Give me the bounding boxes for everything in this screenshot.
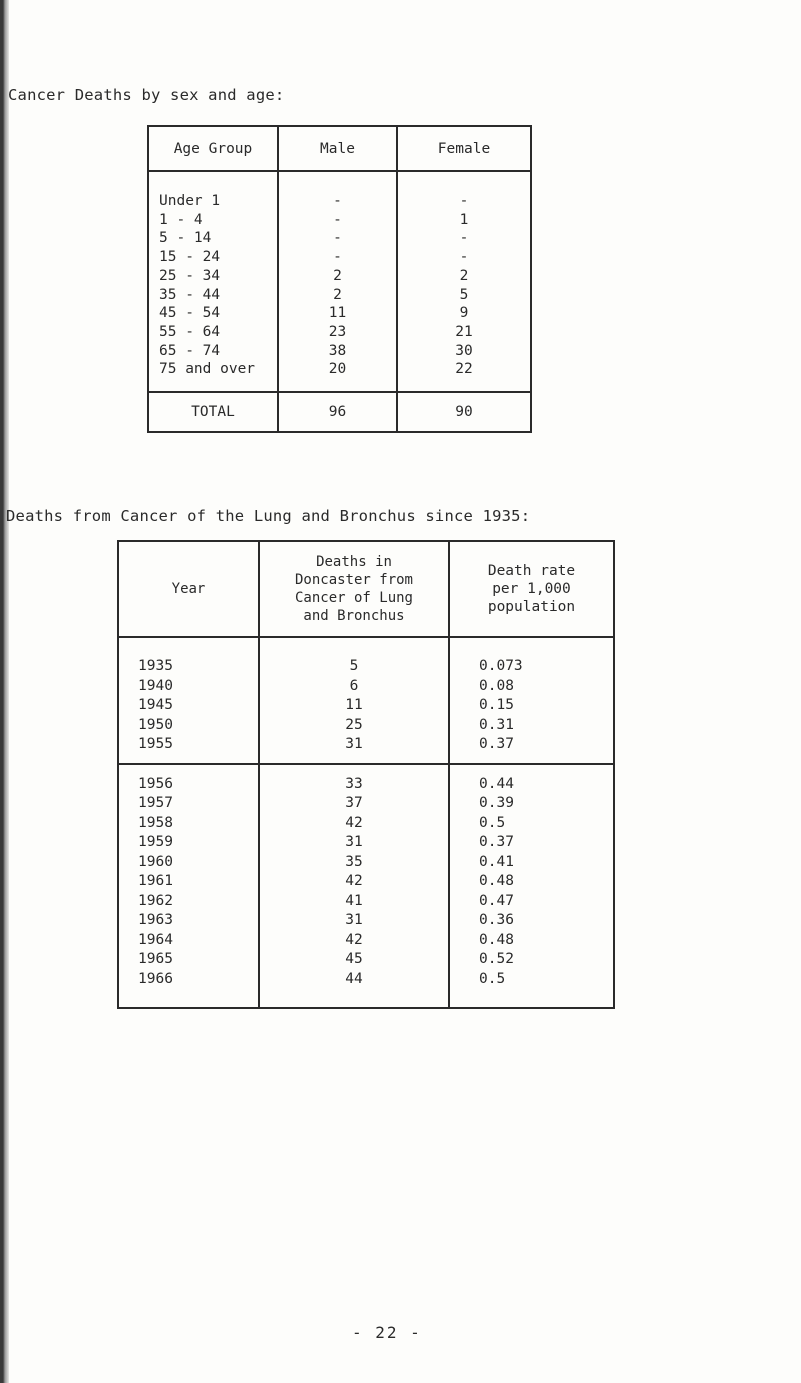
death-rate-cell: 0.48 bbox=[449, 872, 614, 892]
deaths-cell: 25 bbox=[259, 716, 449, 736]
total-label: TOTAL bbox=[148, 392, 278, 432]
female-count-cell: 5 bbox=[397, 286, 531, 305]
deaths-cell: 37 bbox=[259, 794, 449, 814]
female-count-cell: 1 bbox=[397, 211, 531, 230]
year-cell: 1959 bbox=[138, 834, 173, 850]
year-cell: 1961 bbox=[138, 873, 173, 889]
age-group-cell: 25 - 34 bbox=[159, 267, 221, 284]
deaths-cell: 42 bbox=[259, 814, 449, 834]
age-group-cell: 55 - 64 bbox=[159, 323, 221, 340]
age-group-cell: 35 - 44 bbox=[159, 286, 221, 303]
header-death-rate: Death rate per 1,000 population bbox=[449, 541, 614, 637]
lung-bronchus-deaths-table bbox=[117, 540, 615, 1009]
page-number: - 22 - bbox=[352, 1323, 422, 1342]
year-cell: 1957 bbox=[138, 795, 173, 811]
deaths-cell: 11 bbox=[259, 696, 449, 716]
female-count-cell: 9 bbox=[397, 304, 531, 323]
table-row bbox=[118, 950, 614, 970]
table-row bbox=[118, 892, 614, 912]
table-row bbox=[148, 360, 531, 392]
deaths-cell: 5 bbox=[259, 637, 449, 677]
total-row bbox=[148, 392, 531, 432]
female-count-cell: 30 bbox=[397, 342, 531, 361]
deaths-cell: 41 bbox=[259, 892, 449, 912]
table-row bbox=[118, 931, 614, 951]
table-row bbox=[148, 304, 531, 323]
table-header-row bbox=[118, 541, 614, 637]
table-row bbox=[118, 696, 614, 716]
death-rate-cell: 0.47 bbox=[449, 892, 614, 912]
year-cell: 1935 bbox=[138, 658, 173, 674]
years-1935-1955-rows bbox=[118, 637, 614, 764]
female-count-cell: - bbox=[397, 171, 531, 211]
death-rate-cell: 0.41 bbox=[449, 853, 614, 873]
header-age-group: Age Group bbox=[148, 126, 278, 171]
table-row bbox=[118, 716, 614, 736]
header-male: Male bbox=[278, 126, 397, 171]
male-count-cell: 23 bbox=[278, 323, 397, 342]
table-row bbox=[148, 171, 531, 211]
table-row bbox=[118, 677, 614, 697]
year-cell: 1956 bbox=[118, 764, 259, 795]
death-rate-cell: 0.31 bbox=[449, 716, 614, 736]
death-rate-cell: 0.08 bbox=[449, 677, 614, 697]
death-rate-cell: 0.48 bbox=[449, 931, 614, 951]
age-group-cell: 65 - 74 bbox=[159, 342, 221, 359]
male-count-cell: 11 bbox=[278, 304, 397, 323]
death-rate-cell: 0.39 bbox=[449, 794, 614, 814]
year-cell: 1940 bbox=[138, 677, 173, 694]
female-count-cell: - bbox=[397, 229, 531, 248]
death-rate-cell: 0.15 bbox=[449, 696, 614, 716]
table-row bbox=[118, 794, 614, 814]
male-count-cell: 2 bbox=[278, 286, 397, 305]
age-group-cell: 75 and over bbox=[159, 361, 256, 378]
header-female: Female bbox=[397, 126, 531, 171]
table-row bbox=[148, 286, 531, 305]
deaths-cell: 42 bbox=[259, 872, 449, 892]
deaths-cell: 31 bbox=[259, 735, 449, 764]
female-count-cell: 22 bbox=[397, 360, 531, 392]
table-header-row bbox=[148, 126, 531, 171]
year-cell: 1962 bbox=[138, 892, 173, 909]
deaths-cell: 31 bbox=[259, 833, 449, 853]
death-rate-cell: 0.36 bbox=[449, 911, 614, 931]
age-group-cell: Under 1 bbox=[159, 193, 221, 209]
death-rate-cell: 0.37 bbox=[449, 833, 614, 853]
male-count-cell: 2 bbox=[278, 267, 397, 286]
table-row bbox=[148, 229, 531, 248]
cancer-deaths-sex-age-heading: Cancer Deaths by sex and age: bbox=[8, 86, 285, 104]
year-cell: 1955 bbox=[138, 736, 173, 752]
table-row bbox=[118, 853, 614, 873]
cancer-deaths-sex-age-table bbox=[147, 125, 532, 433]
year-cell: 1950 bbox=[138, 716, 173, 733]
age-group-cell: 1 - 4 bbox=[159, 211, 203, 228]
deaths-cell: 42 bbox=[259, 931, 449, 951]
table-row bbox=[148, 342, 531, 361]
male-count-cell: 20 bbox=[278, 360, 397, 392]
table-row bbox=[118, 637, 614, 677]
table-row bbox=[118, 970, 614, 1009]
deaths-cell: 6 bbox=[259, 677, 449, 697]
total-male: 96 bbox=[278, 392, 397, 432]
header-year: Year bbox=[118, 541, 259, 637]
table-row bbox=[118, 764, 614, 795]
table-row bbox=[118, 872, 614, 892]
age-group-cell: 5 - 14 bbox=[159, 230, 212, 247]
table-row bbox=[148, 211, 531, 230]
header-deaths: Deaths in Doncaster from Cancer of Lung and Bronchus bbox=[259, 541, 449, 637]
table-row bbox=[148, 248, 531, 267]
age-group-cell: 45 - 54 bbox=[159, 305, 221, 322]
death-rate-cell: 0.5 bbox=[449, 970, 614, 1009]
year-cell: 1960 bbox=[138, 853, 173, 870]
year-cell: 1963 bbox=[138, 912, 173, 928]
male-count-cell: - bbox=[278, 211, 397, 230]
male-count-cell: - bbox=[278, 248, 397, 267]
deaths-cell: 33 bbox=[259, 764, 449, 795]
age-group-cell: 15 - 24 bbox=[159, 249, 221, 266]
years-1956-1966-rows bbox=[118, 764, 614, 1009]
deaths-cell: 35 bbox=[259, 853, 449, 873]
table-row bbox=[118, 833, 614, 853]
female-count-cell: 21 bbox=[397, 323, 531, 342]
death-rate-cell: 0.44 bbox=[449, 764, 614, 795]
table-row bbox=[148, 267, 531, 286]
lung-bronchus-deaths-heading: Deaths from Cancer of the Lung and Bronchus since 1935: bbox=[6, 507, 531, 525]
page-binding-edge bbox=[0, 0, 9, 1383]
year-cell: 1958 bbox=[138, 814, 173, 831]
male-count-cell: - bbox=[278, 171, 397, 211]
age-group-rows bbox=[148, 171, 531, 392]
female-count-cell: 2 bbox=[397, 267, 531, 286]
deaths-cell: 44 bbox=[259, 970, 449, 1009]
table-row bbox=[118, 735, 614, 764]
death-rate-cell: 0.5 bbox=[449, 814, 614, 834]
deaths-cell: 45 bbox=[259, 950, 449, 970]
male-count-cell: - bbox=[278, 229, 397, 248]
death-rate-cell: 0.073 bbox=[449, 637, 614, 677]
table-row bbox=[118, 911, 614, 931]
deaths-cell: 31 bbox=[259, 911, 449, 931]
table-row bbox=[148, 323, 531, 342]
year-cell: 1945 bbox=[138, 697, 173, 713]
death-rate-cell: 0.52 bbox=[449, 950, 614, 970]
total-female: 90 bbox=[397, 392, 531, 432]
table-row bbox=[118, 814, 614, 834]
year-cell: 1964 bbox=[138, 931, 173, 948]
male-count-cell: 38 bbox=[278, 342, 397, 361]
death-rate-cell: 0.37 bbox=[449, 735, 614, 764]
year-cell: 1965 bbox=[138, 951, 173, 967]
female-count-cell: - bbox=[397, 248, 531, 267]
year-cell: 1966 bbox=[138, 970, 173, 987]
